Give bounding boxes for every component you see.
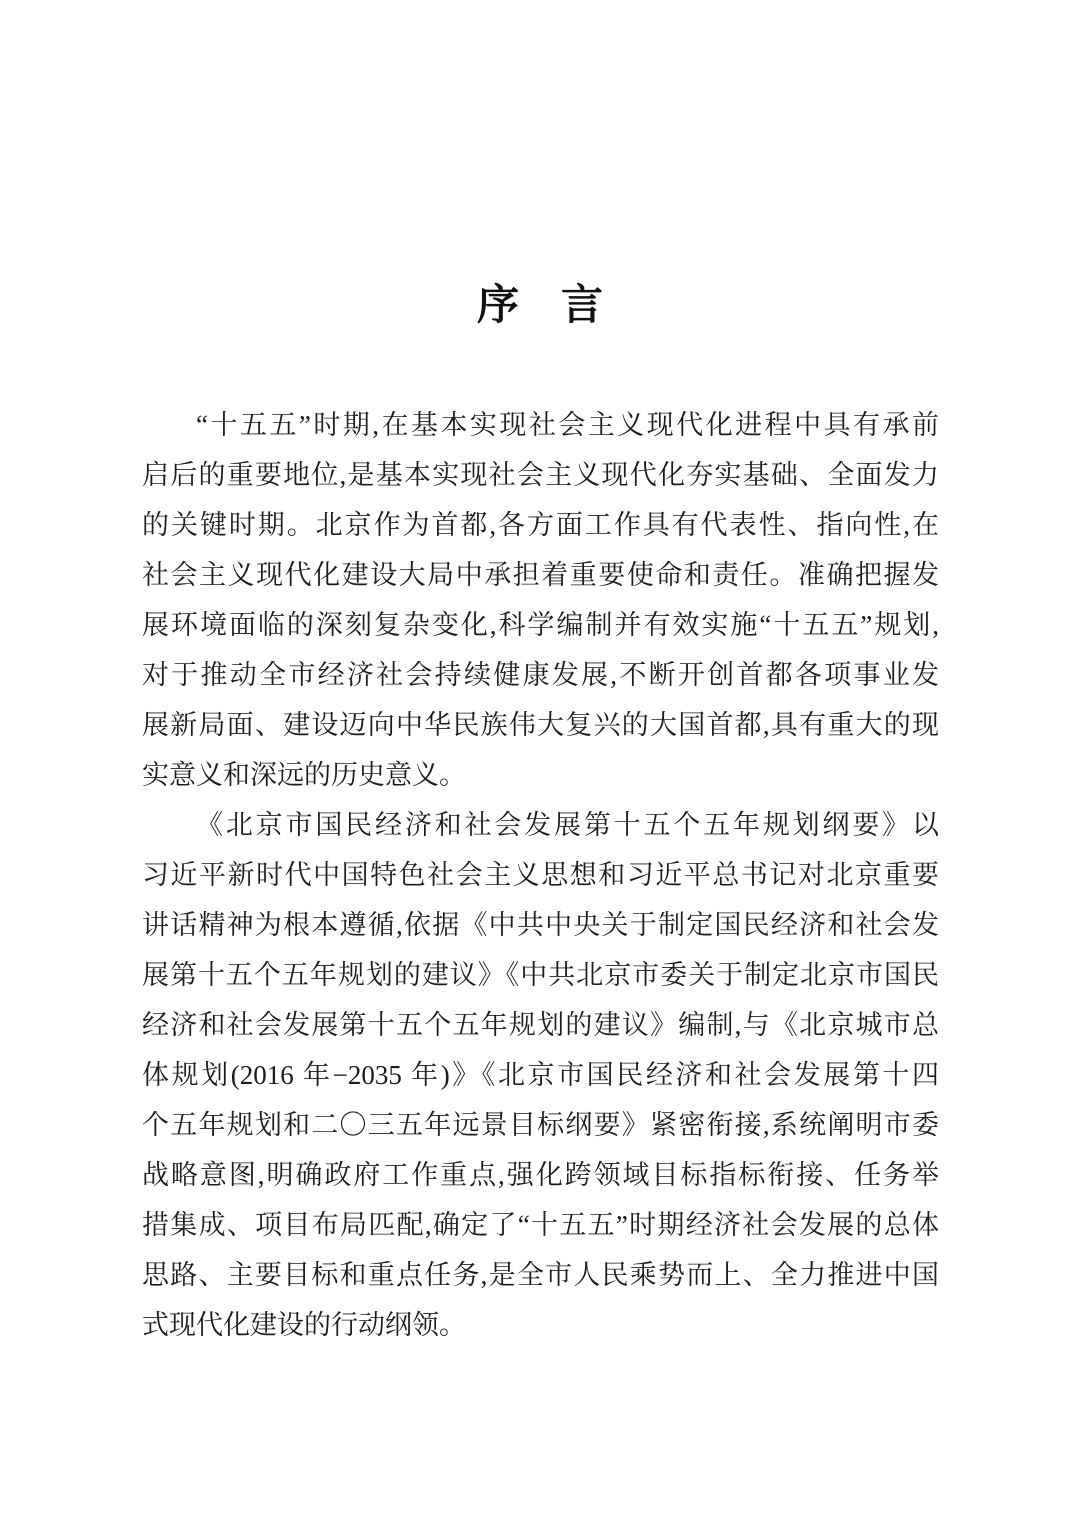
text-line: 思路、主要目标和重点任务,是全市人民乘势而上、全力推进中国 — [142, 1260, 939, 1290]
text-line: 实意义和深远的历史意义。 — [142, 760, 466, 790]
text-line: 对于推动全市经济社会持续健康发展,不断开创首都各项事业发 — [142, 660, 939, 690]
text-line: 经济和社会发展第十五个五年规划的建议》编制,与《北京城市总 — [142, 1010, 939, 1040]
paragraph — [142, 800, 939, 1350]
text-line: 式现代化建设的行动纲领。 — [142, 1310, 466, 1340]
text-line: “十五五”时期,在基本实现社会主义现代化进程中具有承前 — [196, 410, 939, 440]
text-line: 习近平新时代中国特色社会主义思想和习近平总书记对北京重要 — [142, 860, 939, 890]
text-line: 体规划(2016 年−2035 年)》《北京市国民经济和社会发展第十四 — [142, 1060, 939, 1090]
text-line: 个五年规划和二〇三五年远景目标纲要》紧密衔接,系统阐明市委 — [142, 1110, 939, 1140]
text-line: 社会主义现代化建设大局中承担着重要使命和责任。准确把握发 — [142, 560, 939, 590]
text-line: 战略意图,明确政府工作重点,强化跨领域目标指标衔接、任务举 — [142, 1160, 939, 1190]
text-line: 展新局面、建设迈向中华民族伟大复兴的大国首都,具有重大的现 — [142, 710, 939, 740]
text-line: 措集成、项目布局匹配,确定了“十五五”时期经济社会发展的总体 — [142, 1210, 939, 1240]
text-line: 展第十五个五年规划的建议》《中共北京市委关于制定北京市国民 — [142, 960, 939, 990]
text-line: 展环境面临的深刻复杂变化,科学编制并有效实施“十五五”规划, — [142, 610, 939, 640]
document-body — [142, 400, 939, 1350]
text-line: 启后的重要地位,是基本实现社会主义现代化夯实基础、全面发力 — [142, 460, 939, 490]
text-line: 《北京市国民经济和社会发展第十五个五年规划纲要》以 — [196, 810, 939, 840]
paragraph — [142, 400, 939, 800]
text-line: 的关键时期。北京作为首都,各方面工作具有代表性、指向性,在 — [142, 510, 939, 540]
document-title: 序 言 — [476, 283, 603, 329]
text-line: 讲话精神为根本遵循,依据《中共中央关于制定国民经济和社会发 — [142, 910, 939, 940]
